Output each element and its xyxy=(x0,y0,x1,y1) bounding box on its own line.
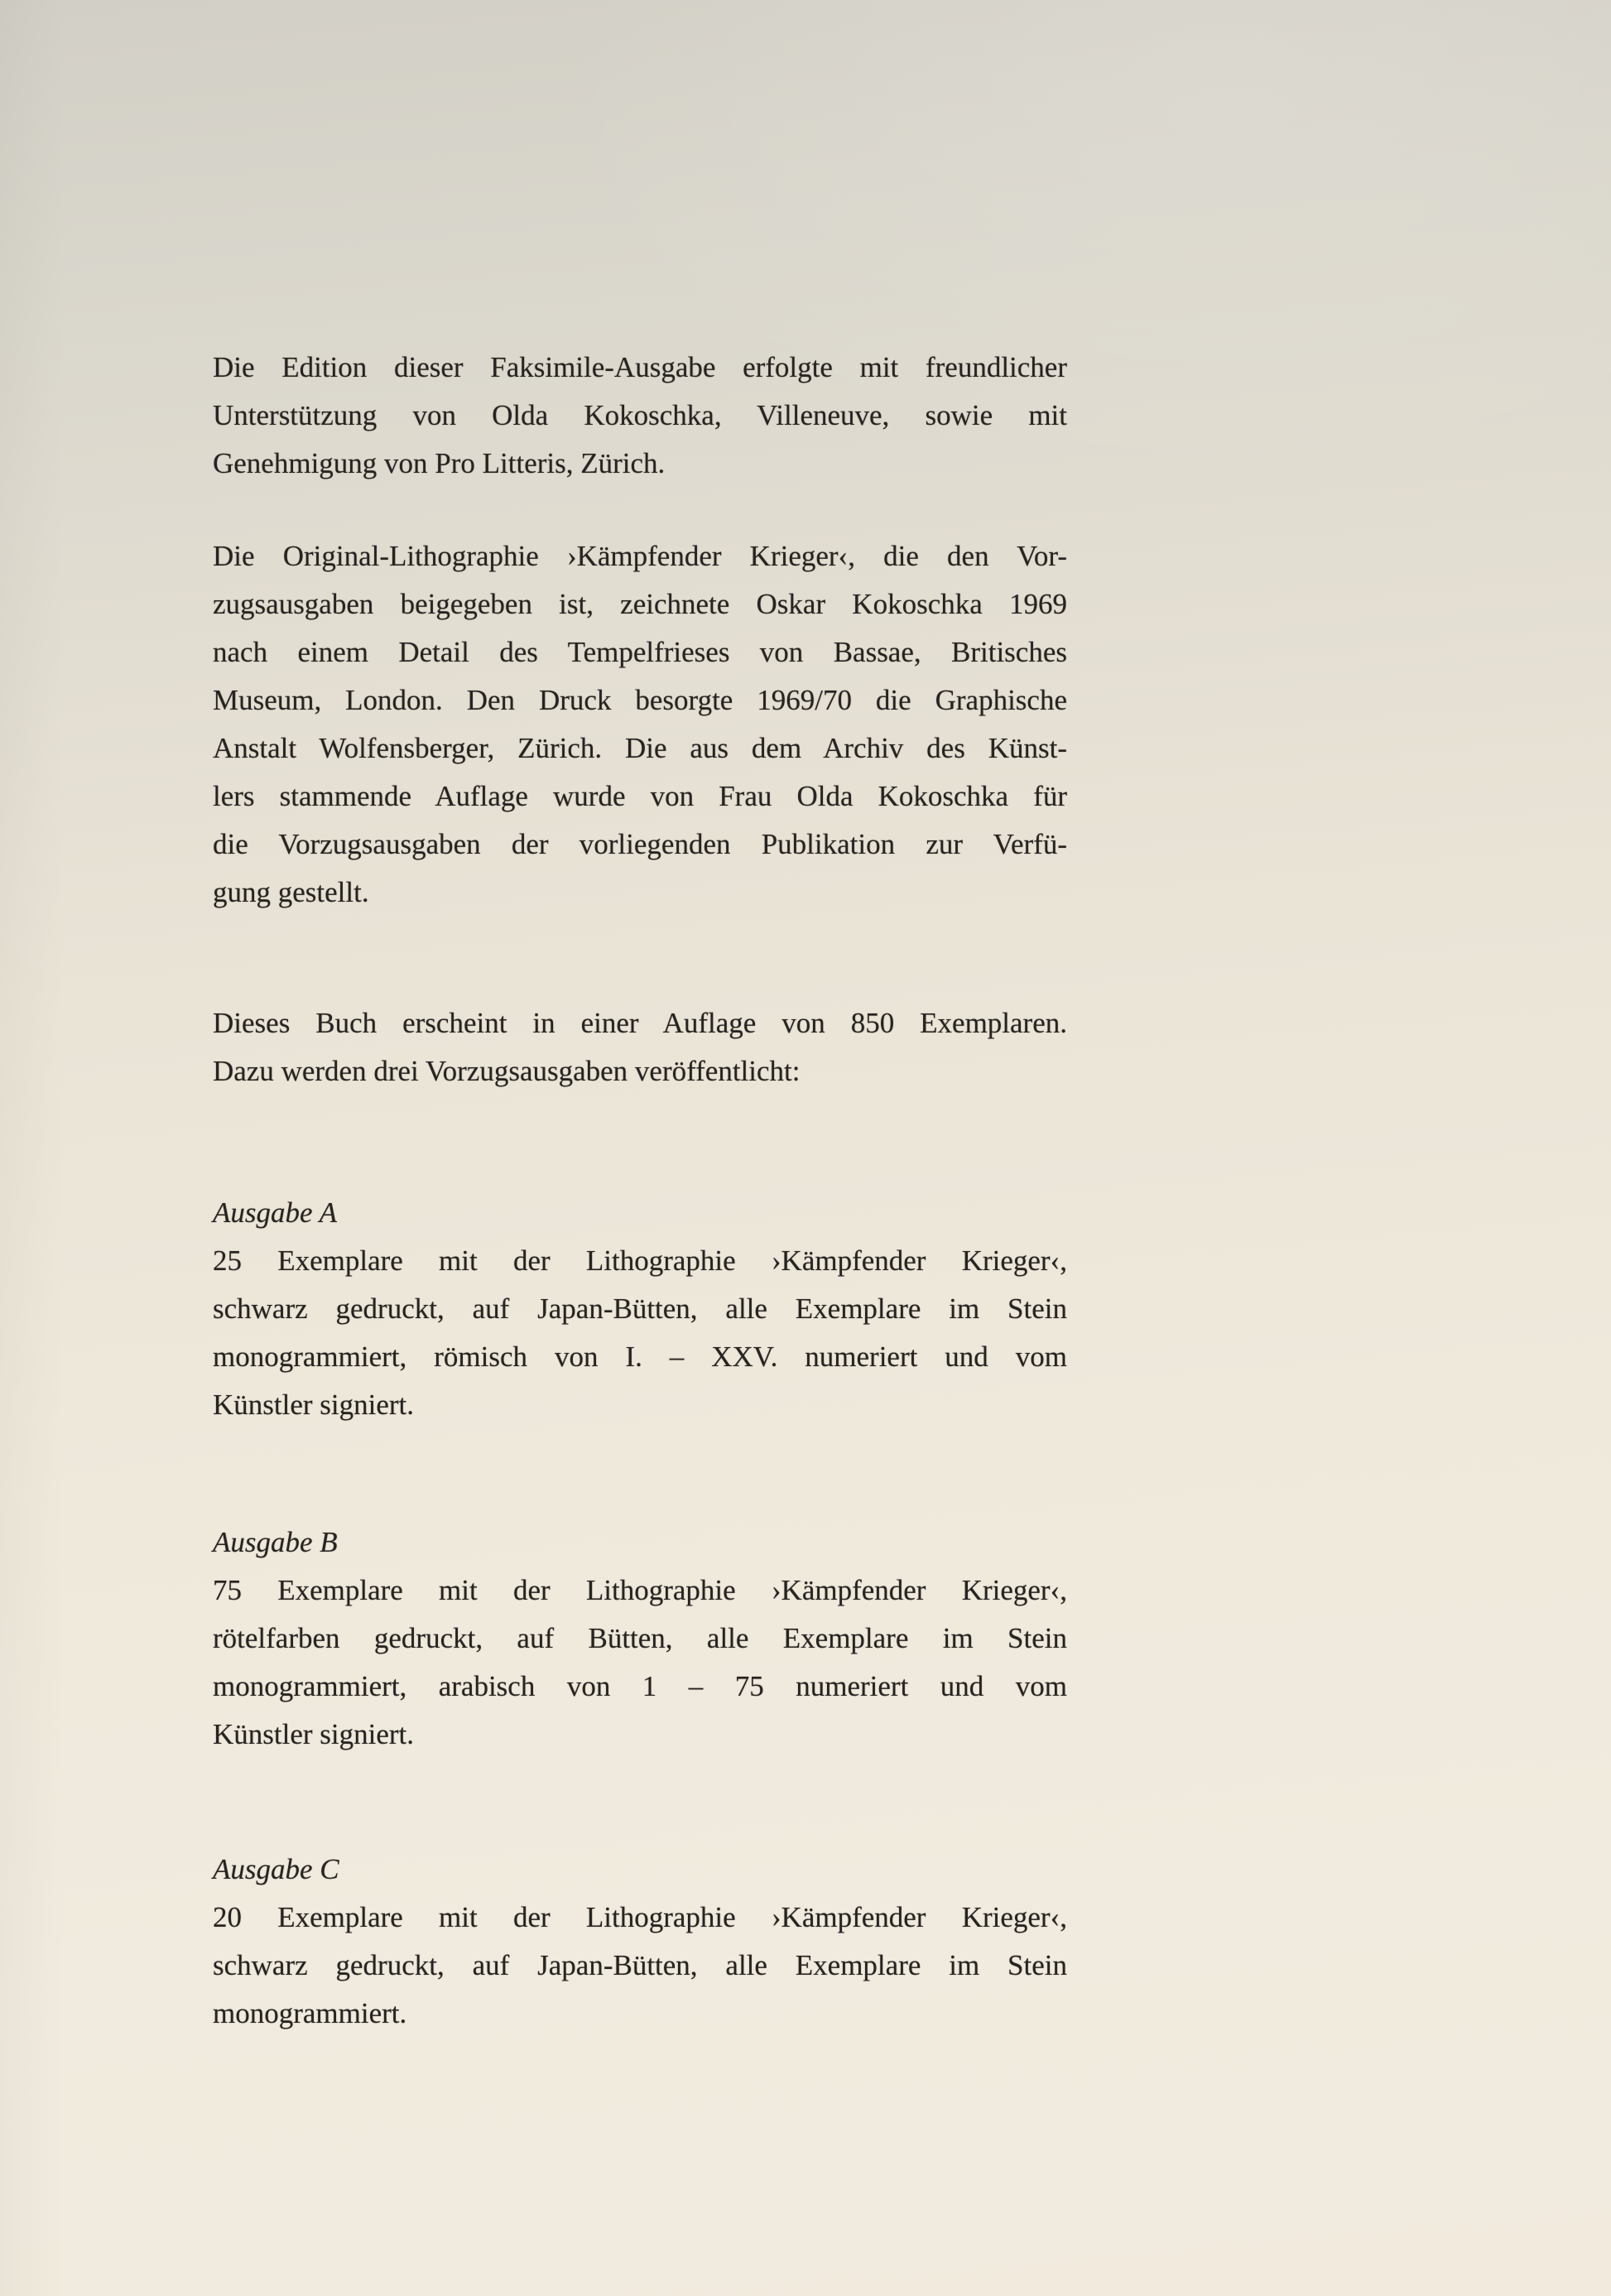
edition-b-block xyxy=(213,1519,1067,1759)
text-line: monogrammiert. xyxy=(213,1997,407,2029)
edition-heading: Ausgabe C xyxy=(213,1853,339,1885)
edition-heading: Ausgabe B xyxy=(213,1526,338,1558)
edition-size-paragraph xyxy=(213,999,1067,1095)
text-line: monogrammiert, arabisch von 1 – 75 numeriert und vom xyxy=(213,1670,1067,1702)
edition-a-block xyxy=(213,1189,1067,1429)
text-line: 20 Exemplare mit der Lithographie ›Kämpfender Krieger‹, xyxy=(213,1901,1067,1933)
text-line: lers stammende Auflage wurde von Frau Olda Kokoschka für xyxy=(213,780,1067,812)
text-line: Anstalt Wolfensberger, Zürich. Die aus dem Archiv des Künst- xyxy=(213,732,1067,764)
text-line: die Vorzugsausgaben der vorliegenden Publikation zur Verfü- xyxy=(213,828,1067,860)
text-line: schwarz gedruckt, auf Japan-Bütten, alle Exemplare im Stein xyxy=(213,1949,1067,1981)
text-line: 75 Exemplare mit der Lithographie ›Kämpfender Krieger‹, xyxy=(213,1574,1067,1606)
text-line: Unterstützung von Olda Kokoschka, Villeneuve, sowie mit xyxy=(213,399,1067,431)
text-line: Dieses Buch erscheint in einer Auflage von 850 Exemplaren. xyxy=(213,1007,1067,1039)
text-line: Dazu werden drei Vorzugsausgaben veröffentlicht: xyxy=(213,1055,801,1087)
text-line: schwarz gedruckt, auf Japan-Bütten, alle Exemplare im Stein xyxy=(213,1292,1067,1325)
text-line: Künstler signiert. xyxy=(213,1718,415,1750)
text-line: Museum, London. Den Druck besorgte 1969/70 die Graphische xyxy=(213,684,1067,716)
text-line: zugsausgaben beigegeben ist, zeichnete Oskar Kokoschka 1969 xyxy=(213,588,1067,620)
edition-heading: Ausgabe A xyxy=(213,1196,338,1229)
credit-paragraph xyxy=(213,344,1067,488)
text-line: monogrammiert, römisch von I. – XXV. numeriert und vom xyxy=(213,1341,1067,1373)
text-line: nach einem Detail des Tempelfrieses von Bassae, Britisches xyxy=(213,636,1067,668)
text-line: rötelfarben gedruckt, auf Bütten, alle Exemplare im Stein xyxy=(213,1622,1067,1654)
text-line: Genehmigung von Pro Litteris, Zürich. xyxy=(213,447,666,479)
text-line: Die Original-Lithographie ›Kämpfender Krieger‹, die den Vor- xyxy=(213,540,1067,572)
text-line: gung gestellt. xyxy=(213,876,369,908)
text-line: 25 Exemplare mit der Lithographie ›Kämpfender Krieger‹, xyxy=(213,1244,1067,1277)
lithograph-provenance-paragraph xyxy=(213,532,1067,917)
edition-c-block xyxy=(213,1846,1067,2038)
text-line: Die Edition dieser Faksimile-Ausgabe erfolgte mit freundlicher xyxy=(213,351,1067,383)
text-line: Künstler signiert. xyxy=(213,1389,415,1421)
